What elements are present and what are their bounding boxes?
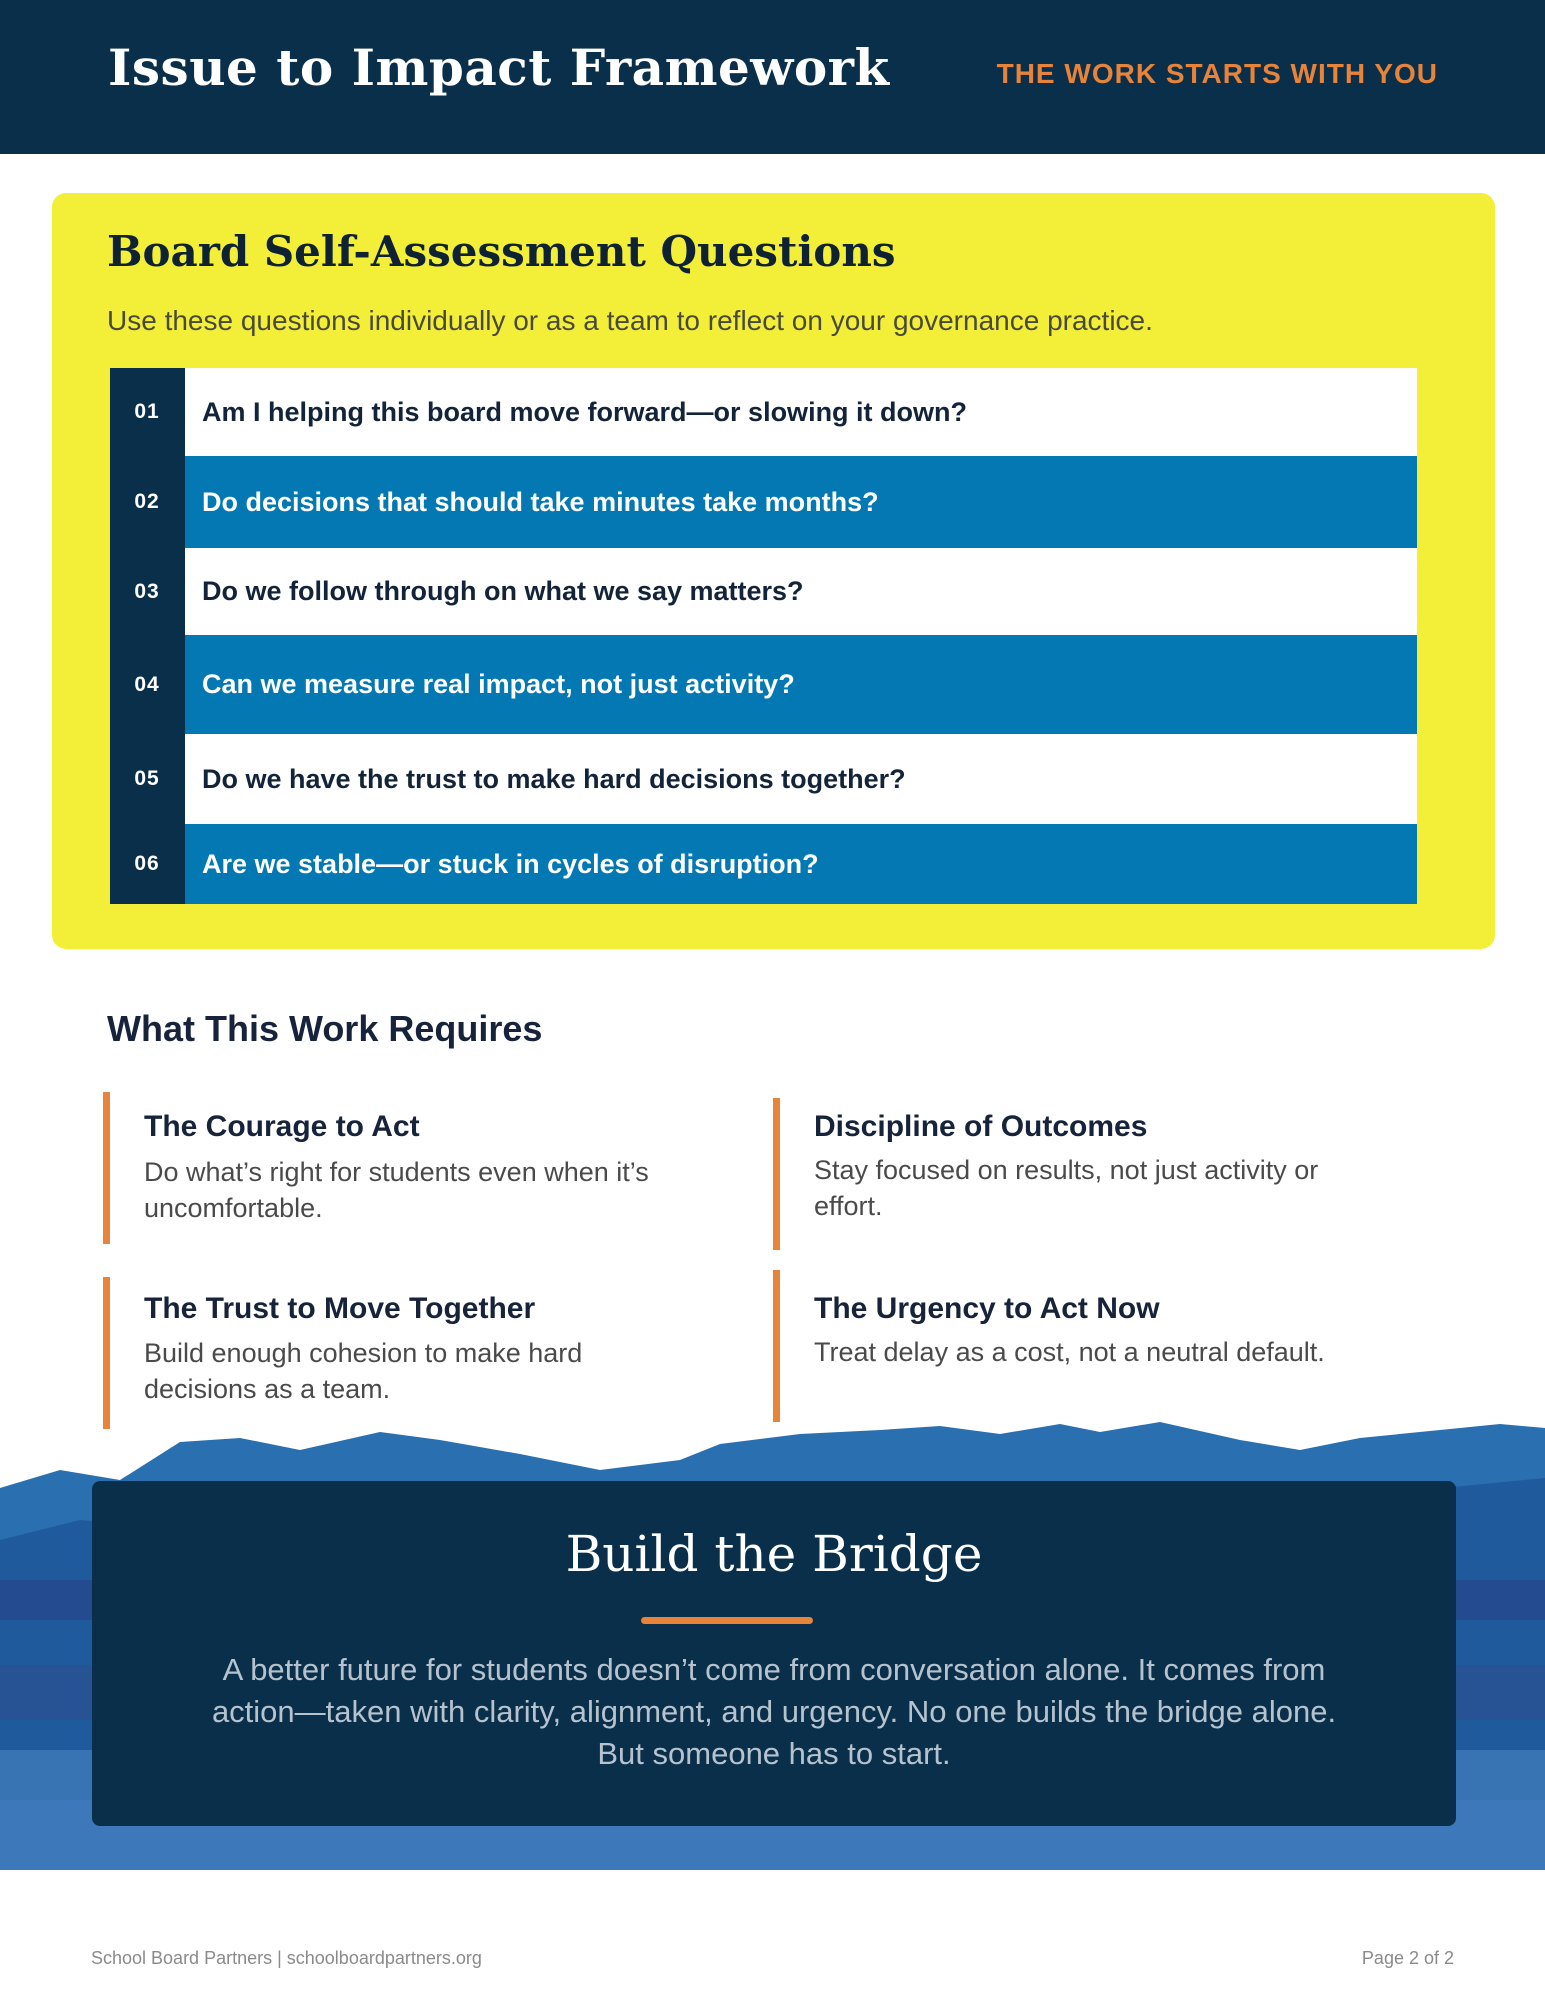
- question-row: [110, 456, 1417, 548]
- footer-organization: School Board Partners | schoolboardpartners.org: [91, 1948, 482, 1968]
- question-row: [110, 368, 1417, 456]
- question-number: 03: [134, 579, 160, 603]
- requirement-trust: [103, 1277, 583, 1429]
- question-row: [110, 635, 1417, 734]
- page-title: Issue to Impact Framework: [108, 38, 890, 97]
- question-number: 02: [134, 490, 160, 513]
- assessment-title: Board Self-Assessment Questions: [107, 227, 896, 276]
- requirement-title: The Trust to Move Together: [144, 1292, 536, 1325]
- requirement-title: Discipline of Outcomes: [814, 1110, 1148, 1143]
- requirement-description: Build enough cohesion to make hard decisions as a team.: [144, 1338, 583, 1404]
- requirement-description: Treat delay as a cost, not a neutral default.: [814, 1337, 1325, 1367]
- build-the-bridge-panel: [92, 1481, 1456, 1826]
- requirement-urgency: [773, 1270, 1325, 1422]
- question-text: Are we stable—or stuck in cycles of disruption?: [185, 824, 1417, 904]
- bridge-text: A better future for students doesn’t come from conversation alone. It comes from action—taken with clarity, alignment, and urgency. No one builds the bridge alone. But someone has to start.: [211, 1652, 1337, 1771]
- requirement-title: The Urgency to Act Now: [814, 1292, 1160, 1325]
- question-row: [110, 824, 1417, 904]
- question-number: 04: [134, 672, 160, 696]
- question-text: Do we follow through on what we say matters?: [185, 548, 1417, 635]
- question-row: [110, 548, 1417, 635]
- requirements-title: What This Work Requires: [107, 1008, 543, 1049]
- footer-page-number: Page 2 of 2: [1361, 1948, 1454, 1968]
- bridge-divider: [641, 1617, 813, 1624]
- self-assessment-panel: [52, 193, 1495, 949]
- assessment-subtitle: Use these questions individually or as a team to reflect on your governance practice.: [107, 305, 1153, 336]
- question-number: 01: [134, 400, 160, 423]
- question-list: [110, 368, 1417, 904]
- question-number: 06: [134, 852, 160, 875]
- question-number: 05: [134, 767, 160, 790]
- requirement-courage: [103, 1092, 649, 1244]
- question-text: Can we measure real impact, not just activity?: [185, 635, 1417, 734]
- question-text: Am I helping this board move forward—or slowing it down?: [185, 368, 1417, 456]
- page-header: [0, 0, 1545, 154]
- question-row: [110, 734, 1417, 824]
- header-tagline: THE WORK STARTS WITH YOU: [996, 58, 1438, 89]
- question-text: Do decisions that should take minutes take months?: [185, 456, 1417, 548]
- bridge-title: Build the Bridge: [565, 1525, 983, 1583]
- requirement-description: Stay focused on results, not just activity or effort.: [814, 1155, 1319, 1221]
- requirement-discipline: [773, 1098, 1319, 1250]
- question-text: Do we have the trust to make hard decisions together?: [185, 734, 1417, 824]
- requirement-title: The Courage to Act: [144, 1110, 420, 1143]
- requirement-description: Do what’s right for students even when it’s uncomfortable.: [144, 1157, 649, 1223]
